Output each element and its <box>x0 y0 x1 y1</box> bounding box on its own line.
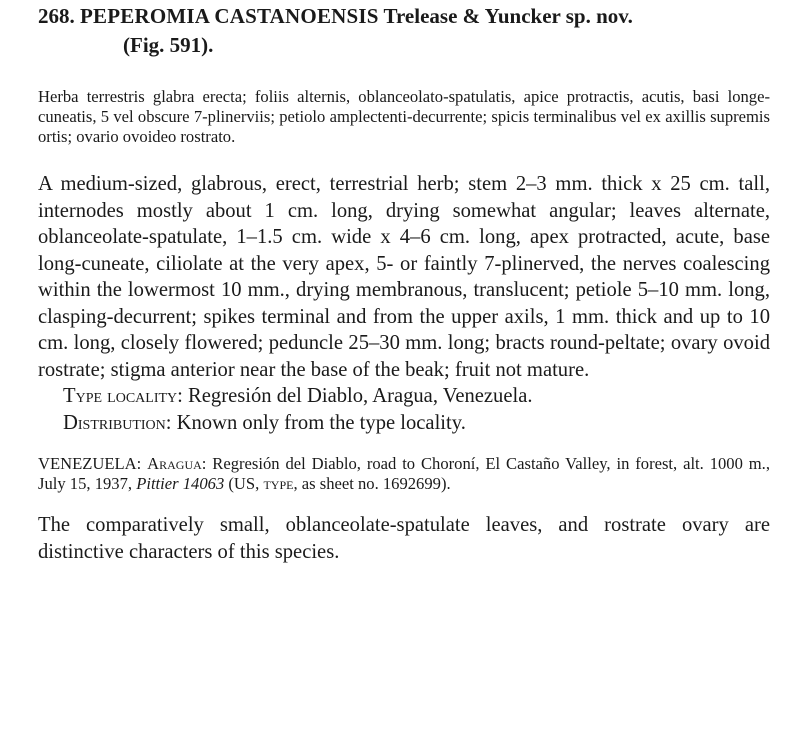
specimen-type-label: type, <box>263 474 298 493</box>
species-heading <box>30 2 770 60</box>
specimen-herbarium: (US, <box>228 474 260 493</box>
closing-remark: The comparatively small, oblanceolate-spatulate leaves, and rostrate ovary are distinctive characters of this species. <box>38 514 770 563</box>
species-authors: Trelease & Yuncker sp. nov. <box>383 4 633 28</box>
specimen-citation <box>38 454 770 494</box>
type-locality <box>63 383 770 410</box>
specimen-region: Aragua: <box>147 454 207 473</box>
species-name: PEPEROMIA CASTANOENSIS <box>80 4 379 28</box>
entry-number: 268. <box>38 4 75 28</box>
type-locality-value: Regresión del Diablo, Aragua, Venezuela. <box>188 385 533 407</box>
figure-reference: (Fig. 591). <box>123 33 214 57</box>
specimen-collector: Pittier 14063 <box>136 474 225 493</box>
species-description: A medium-sized, glabrous, erect, terrestrial herb; stem 2–3 mm. thick x 25 cm. tall, internodes mostly about 1 cm. long, drying somewhat angular; leaves alternate, oblanceolate-spatulate, 1–1.5 cm. wide x 4–6 cm. long, apex protracted, acute, base long-cuneate, ciliolate at the very apex, 5- or faintly 7-plinerved, the nerves coalescing within the lowermost 10 mm., drying membranous, translucent; petiole 5–10 mm. long, clasping-decurrent; spikes terminal and from the upper axils, 1 mm. thick and up to 10 cm. long, closely flowered; peduncle 25–30 mm. long; bracts round-peltate; ovary ovoid rostrate; stigma anterior near the base of the beak; fruit not mature. <box>38 173 770 381</box>
distribution-label: Distribution: <box>63 411 172 434</box>
distribution-value: Known only from the type locality. <box>176 411 466 434</box>
specimen-country: VENEZUELA: <box>38 454 142 473</box>
type-locality-label: Type locality: <box>63 385 183 407</box>
distribution <box>63 410 770 437</box>
specimen-sheet: as sheet no. 1692699). <box>301 474 451 493</box>
latin-diagnosis: Herba terrestris glabra erecta; foliis alternis, oblanceolato-spatulatis, apice protractis, acutis, basi longe-cuneatis, 5 vel obscure 7-plinerviis; petiolo amplectenti-decurrente; spicis terminalibus vel ex axillis supremis ortis; ovario ovoideo rostrato. <box>38 87 770 146</box>
specimen-text: Regresión del Diablo, road to Choroní, El Castaño Valley, in forest, alt. 1000 m., July 15, 1937, <box>38 454 770 493</box>
